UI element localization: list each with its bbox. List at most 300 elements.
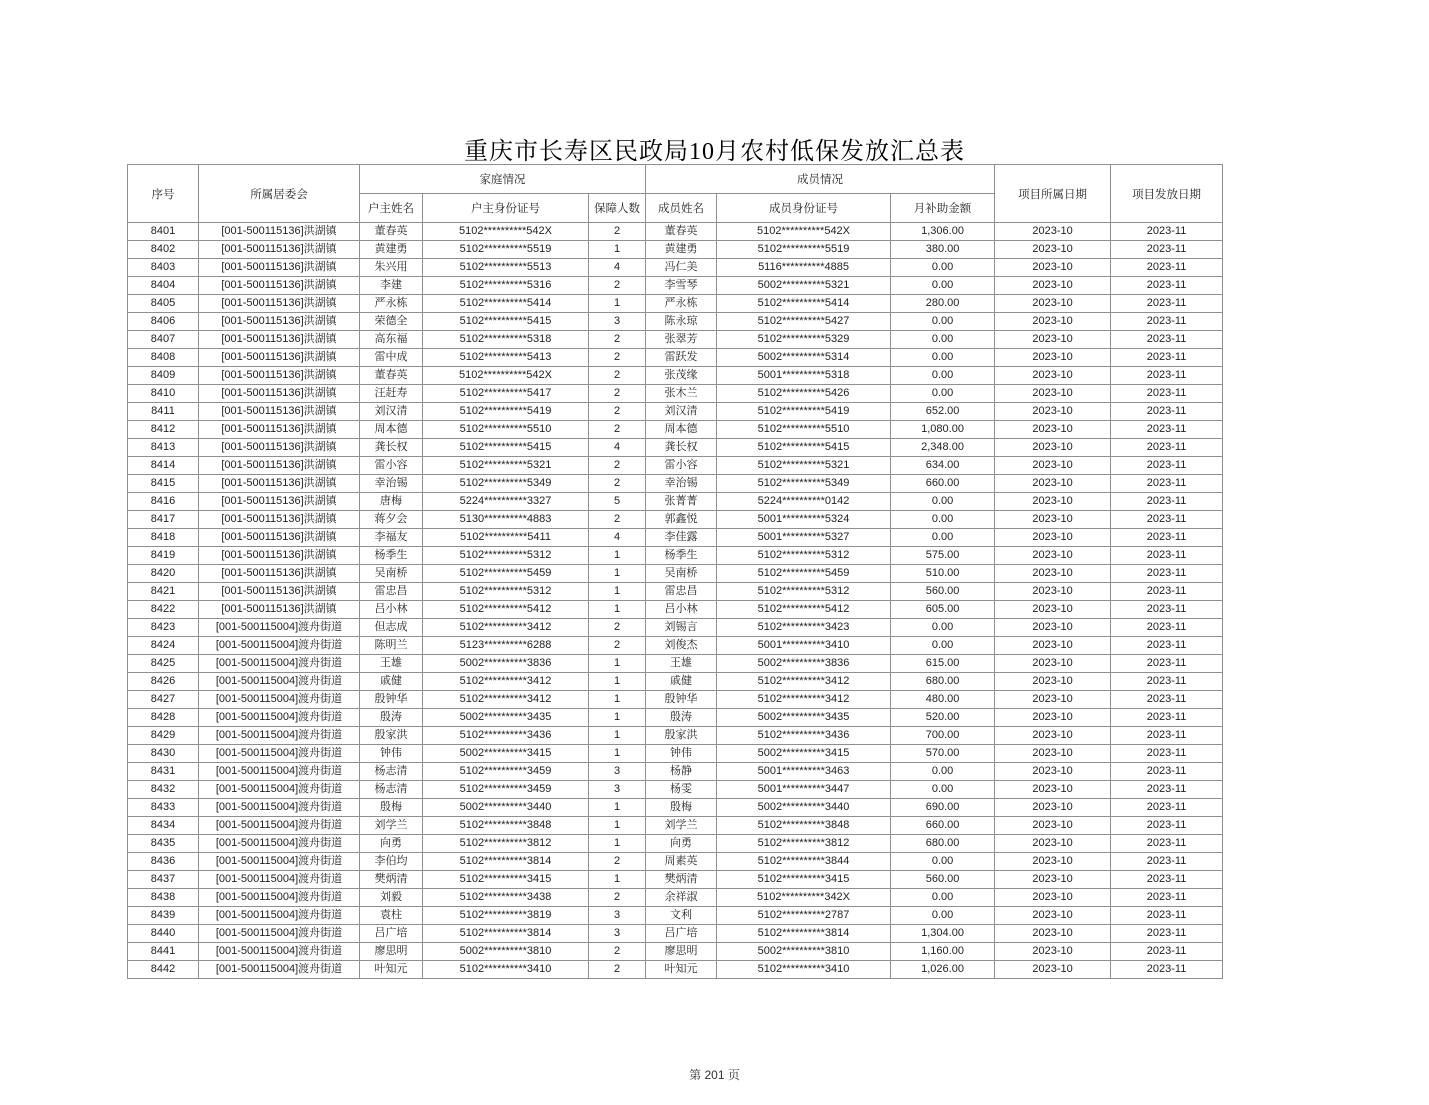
cell-member_name: 吴南桥 — [646, 565, 717, 583]
cell-member_id: 5002**********3440 — [717, 799, 891, 817]
cell-householder_name: 吕小林 — [360, 601, 423, 619]
cell-householder_name: 殷梅 — [360, 799, 423, 817]
cell-member_id: 5102**********5329 — [717, 331, 891, 349]
cell-householder_name: 蒋夕会 — [360, 511, 423, 529]
cell-project_month: 2023-10 — [995, 601, 1111, 619]
cell-project_month: 2023-10 — [995, 475, 1111, 493]
cell-member_name: 杨季生 — [646, 547, 717, 565]
cell-member_name: 余祥淑 — [646, 889, 717, 907]
cell-issue_month: 2023-11 — [1111, 619, 1223, 637]
cell-member_id: 5002**********3836 — [717, 655, 891, 673]
cell-member_name: 刘锡言 — [646, 619, 717, 637]
col-header-committee: 所属居委会 — [199, 165, 360, 223]
cell-monthly_subsidy: 0.00 — [891, 313, 995, 331]
cell-insured_count: 2 — [589, 403, 646, 421]
summary-table — [127, 164, 1223, 979]
cell-issue_month: 2023-11 — [1111, 817, 1223, 835]
cell-monthly_subsidy: 0.00 — [891, 907, 995, 925]
table-row — [128, 295, 1223, 313]
cell-issue_month: 2023-11 — [1111, 763, 1223, 781]
cell-householder_name: 叶知元 — [360, 961, 423, 979]
cell-committee: [001-500115136]洪湖镇 — [199, 313, 360, 331]
cell-insured_count: 1 — [589, 745, 646, 763]
cell-monthly_subsidy: 0.00 — [891, 331, 995, 349]
cell-member_name: 严永栋 — [646, 295, 717, 313]
table-row — [128, 691, 1223, 709]
cell-issue_month: 2023-11 — [1111, 853, 1223, 871]
cell-seq: 8437 — [128, 871, 199, 889]
cell-member_name: 雷小容 — [646, 457, 717, 475]
cell-issue_month: 2023-11 — [1111, 475, 1223, 493]
cell-committee: [001-500115004]渡舟街道 — [199, 871, 360, 889]
col-header-member-name: 成员姓名 — [646, 194, 717, 223]
table-row — [128, 223, 1223, 241]
cell-seq: 8429 — [128, 727, 199, 745]
cell-monthly_subsidy: 520.00 — [891, 709, 995, 727]
table-row — [128, 637, 1223, 655]
table-row — [128, 835, 1223, 853]
cell-seq: 8424 — [128, 637, 199, 655]
cell-member_id: 5102**********3410 — [717, 961, 891, 979]
cell-committee: [001-500115004]渡舟街道 — [199, 655, 360, 673]
col-header-insured-count: 保障人数 — [589, 194, 646, 223]
table-row — [128, 331, 1223, 349]
cell-insured_count: 1 — [589, 547, 646, 565]
table-row — [128, 763, 1223, 781]
cell-member_id: 5102**********342X — [717, 889, 891, 907]
cell-project_month: 2023-10 — [995, 385, 1111, 403]
cell-member_name: 张茂缘 — [646, 367, 717, 385]
cell-member_name: 张菁菁 — [646, 493, 717, 511]
table-row — [128, 367, 1223, 385]
cell-member_name: 廖思明 — [646, 943, 717, 961]
cell-householder_name: 殷钟华 — [360, 691, 423, 709]
cell-householder_name: 高东福 — [360, 331, 423, 349]
cell-member_name: 李雪琴 — [646, 277, 717, 295]
cell-insured_count: 2 — [589, 637, 646, 655]
table-row — [128, 259, 1223, 277]
cell-monthly_subsidy: 605.00 — [891, 601, 995, 619]
cell-issue_month: 2023-11 — [1111, 547, 1223, 565]
cell-project_month: 2023-10 — [995, 763, 1111, 781]
table-row — [128, 961, 1223, 979]
cell-member_id: 5001**********3410 — [717, 637, 891, 655]
cell-issue_month: 2023-11 — [1111, 331, 1223, 349]
cell-householder_id: 5102**********5513 — [423, 259, 589, 277]
cell-householder_name: 杨志清 — [360, 763, 423, 781]
cell-committee: [001-500115004]渡舟街道 — [199, 673, 360, 691]
cell-project_month: 2023-10 — [995, 835, 1111, 853]
cell-householder_id: 5102**********5312 — [423, 583, 589, 601]
table-row — [128, 421, 1223, 439]
cell-issue_month: 2023-11 — [1111, 349, 1223, 367]
cell-insured_count: 2 — [589, 475, 646, 493]
cell-insured_count: 3 — [589, 907, 646, 925]
cell-committee: [001-500115136]洪湖镇 — [199, 277, 360, 295]
cell-member_id: 5102**********2787 — [717, 907, 891, 925]
cell-project_month: 2023-10 — [995, 691, 1111, 709]
cell-insured_count: 2 — [589, 421, 646, 439]
cell-issue_month: 2023-11 — [1111, 529, 1223, 547]
cell-insured_count: 3 — [589, 313, 646, 331]
cell-householder_id: 5102**********5414 — [423, 295, 589, 313]
table-row — [128, 799, 1223, 817]
table-row — [128, 529, 1223, 547]
cell-seq: 8416 — [128, 493, 199, 511]
cell-member_id: 5001**********3447 — [717, 781, 891, 799]
cell-seq: 8417 — [128, 511, 199, 529]
table-row — [128, 745, 1223, 763]
cell-member_id: 5002**********5314 — [717, 349, 891, 367]
cell-insured_count: 4 — [589, 259, 646, 277]
cell-householder_id: 5102**********5417 — [423, 385, 589, 403]
table-row — [128, 601, 1223, 619]
cell-insured_count: 1 — [589, 241, 646, 259]
cell-monthly_subsidy: 0.00 — [891, 493, 995, 511]
cell-issue_month: 2023-11 — [1111, 637, 1223, 655]
cell-committee: [001-500115136]洪湖镇 — [199, 259, 360, 277]
cell-project_month: 2023-10 — [995, 961, 1111, 979]
cell-insured_count: 1 — [589, 709, 646, 727]
cell-committee: [001-500115136]洪湖镇 — [199, 367, 360, 385]
cell-householder_name: 戚健 — [360, 673, 423, 691]
table-row — [128, 655, 1223, 673]
cell-seq: 8425 — [128, 655, 199, 673]
cell-member_name: 郭鑫悦 — [646, 511, 717, 529]
cell-member_name: 周素英 — [646, 853, 717, 871]
cell-householder_id: 5130**********4883 — [423, 511, 589, 529]
cell-committee: [001-500115004]渡舟街道 — [199, 799, 360, 817]
cell-member_name: 周本德 — [646, 421, 717, 439]
cell-seq: 8403 — [128, 259, 199, 277]
cell-project_month: 2023-10 — [995, 853, 1111, 871]
cell-member_id: 5002**********3435 — [717, 709, 891, 727]
cell-issue_month: 2023-11 — [1111, 835, 1223, 853]
cell-member_id: 5102**********5414 — [717, 295, 891, 313]
cell-member_name: 董春英 — [646, 223, 717, 241]
cell-project_month: 2023-10 — [995, 565, 1111, 583]
cell-householder_id: 5002**********3440 — [423, 799, 589, 817]
cell-monthly_subsidy: 680.00 — [891, 835, 995, 853]
cell-member_name: 雷忠昌 — [646, 583, 717, 601]
cell-member_id: 5001**********5324 — [717, 511, 891, 529]
cell-insured_count: 2 — [589, 619, 646, 637]
cell-issue_month: 2023-11 — [1111, 925, 1223, 943]
table-row — [128, 493, 1223, 511]
cell-member_id: 5102**********5312 — [717, 547, 891, 565]
cell-insured_count: 3 — [589, 925, 646, 943]
cell-project_month: 2023-10 — [995, 439, 1111, 457]
cell-committee: [001-500115004]渡舟街道 — [199, 727, 360, 745]
cell-member_id: 5001**********3463 — [717, 763, 891, 781]
cell-seq: 8428 — [128, 709, 199, 727]
cell-member_id: 5001**********5327 — [717, 529, 891, 547]
cell-committee: [001-500115004]渡舟街道 — [199, 691, 360, 709]
cell-householder_name: 李建 — [360, 277, 423, 295]
cell-issue_month: 2023-11 — [1111, 421, 1223, 439]
cell-insured_count: 2 — [589, 943, 646, 961]
cell-insured_count: 1 — [589, 655, 646, 673]
cell-committee: [001-500115136]洪湖镇 — [199, 493, 360, 511]
cell-householder_id: 5102**********3412 — [423, 619, 589, 637]
cell-member_name: 樊炳清 — [646, 871, 717, 889]
cell-householder_name: 王雄 — [360, 655, 423, 673]
cell-monthly_subsidy: 690.00 — [891, 799, 995, 817]
cell-member_id: 5102**********3812 — [717, 835, 891, 853]
cell-householder_id: 5102**********3412 — [423, 691, 589, 709]
cell-insured_count: 3 — [589, 781, 646, 799]
cell-member_name: 殷梅 — [646, 799, 717, 817]
cell-committee: [001-500115004]渡舟街道 — [199, 907, 360, 925]
cell-committee: [001-500115004]渡舟街道 — [199, 961, 360, 979]
cell-project_month: 2023-10 — [995, 457, 1111, 475]
cell-monthly_subsidy: 480.00 — [891, 691, 995, 709]
cell-issue_month: 2023-11 — [1111, 385, 1223, 403]
cell-seq: 8434 — [128, 817, 199, 835]
table-row — [128, 853, 1223, 871]
cell-monthly_subsidy: 1,026.00 — [891, 961, 995, 979]
cell-member_id: 5102**********5415 — [717, 439, 891, 457]
cell-project_month: 2023-10 — [995, 889, 1111, 907]
cell-householder_id: 5102**********3812 — [423, 835, 589, 853]
cell-householder_id: 5102**********3814 — [423, 853, 589, 871]
cell-seq: 8427 — [128, 691, 199, 709]
cell-member_id: 5102**********3848 — [717, 817, 891, 835]
cell-householder_id: 5102**********5415 — [423, 313, 589, 331]
col-header-issue-month: 项目发放日期 — [1111, 165, 1223, 223]
cell-member_id: 5102**********5510 — [717, 421, 891, 439]
table-row — [128, 871, 1223, 889]
cell-issue_month: 2023-11 — [1111, 673, 1223, 691]
cell-committee: [001-500115136]洪湖镇 — [199, 511, 360, 529]
cell-member_id: 5102**********5519 — [717, 241, 891, 259]
cell-seq: 8401 — [128, 223, 199, 241]
cell-issue_month: 2023-11 — [1111, 889, 1223, 907]
cell-committee: [001-500115004]渡舟街道 — [199, 925, 360, 943]
table-row — [128, 727, 1223, 745]
cell-insured_count: 2 — [589, 511, 646, 529]
cell-member_name: 殷钟华 — [646, 691, 717, 709]
cell-insured_count: 5 — [589, 493, 646, 511]
cell-seq: 8435 — [128, 835, 199, 853]
cell-committee: [001-500115136]洪湖镇 — [199, 439, 360, 457]
cell-member_name: 殷涛 — [646, 709, 717, 727]
col-header-project-month: 项目所属日期 — [995, 165, 1111, 223]
cell-committee: [001-500115136]洪湖镇 — [199, 565, 360, 583]
cell-project_month: 2023-10 — [995, 331, 1111, 349]
cell-member_name: 殷家洪 — [646, 727, 717, 745]
cell-seq: 8410 — [128, 385, 199, 403]
cell-project_month: 2023-10 — [995, 241, 1111, 259]
cell-seq: 8438 — [128, 889, 199, 907]
cell-householder_id: 5002**********3415 — [423, 745, 589, 763]
cell-householder_name: 刘汉清 — [360, 403, 423, 421]
cell-householder_name: 吕广培 — [360, 925, 423, 943]
cell-monthly_subsidy: 1,160.00 — [891, 943, 995, 961]
cell-householder_name: 董春英 — [360, 223, 423, 241]
cell-issue_month: 2023-11 — [1111, 403, 1223, 421]
cell-householder_name: 李伯均 — [360, 853, 423, 871]
cell-seq: 8432 — [128, 781, 199, 799]
cell-issue_month: 2023-11 — [1111, 457, 1223, 475]
col-header-householder-id: 户主身份证号 — [423, 194, 589, 223]
cell-project_month: 2023-10 — [995, 223, 1111, 241]
cell-member_name: 向勇 — [646, 835, 717, 853]
cell-householder_name: 向勇 — [360, 835, 423, 853]
cell-householder_name: 杨季生 — [360, 547, 423, 565]
table-row — [128, 403, 1223, 421]
cell-issue_month: 2023-11 — [1111, 277, 1223, 295]
cell-householder_id: 5002**********3435 — [423, 709, 589, 727]
cell-householder_id: 5102**********5349 — [423, 475, 589, 493]
cell-monthly_subsidy: 2,348.00 — [891, 439, 995, 457]
cell-householder_name: 李福友 — [360, 529, 423, 547]
cell-householder_id: 5102**********5415 — [423, 439, 589, 457]
col-header-seq: 序号 — [128, 165, 199, 223]
table-row — [128, 943, 1223, 961]
cell-monthly_subsidy: 0.00 — [891, 259, 995, 277]
cell-member_id: 5102**********3412 — [717, 691, 891, 709]
cell-householder_name: 雷小容 — [360, 457, 423, 475]
cell-project_month: 2023-10 — [995, 745, 1111, 763]
cell-householder_name: 但志成 — [360, 619, 423, 637]
cell-committee: [001-500115004]渡舟街道 — [199, 763, 360, 781]
cell-insured_count: 1 — [589, 727, 646, 745]
cell-monthly_subsidy: 510.00 — [891, 565, 995, 583]
cell-householder_name: 汪赶寿 — [360, 385, 423, 403]
cell-householder_id: 5102**********5318 — [423, 331, 589, 349]
cell-householder_id: 5102**********3814 — [423, 925, 589, 943]
cell-seq: 8442 — [128, 961, 199, 979]
cell-project_month: 2023-10 — [995, 907, 1111, 925]
cell-member_name: 杨静 — [646, 763, 717, 781]
cell-householder_id: 5102**********542X — [423, 367, 589, 385]
cell-member_id: 5224**********0142 — [717, 493, 891, 511]
table-row — [128, 475, 1223, 493]
cell-committee: [001-500115136]洪湖镇 — [199, 583, 360, 601]
cell-monthly_subsidy: 0.00 — [891, 367, 995, 385]
cell-householder_id: 5102**********3412 — [423, 673, 589, 691]
cell-member_name: 冯仁美 — [646, 259, 717, 277]
cell-issue_month: 2023-11 — [1111, 871, 1223, 889]
cell-committee: [001-500115004]渡舟街道 — [199, 637, 360, 655]
cell-member_id: 5102**********3415 — [717, 871, 891, 889]
table-row — [128, 313, 1223, 331]
cell-project_month: 2023-10 — [995, 925, 1111, 943]
cell-householder_name: 唐梅 — [360, 493, 423, 511]
table-row — [128, 457, 1223, 475]
cell-committee: [001-500115136]洪湖镇 — [199, 421, 360, 439]
cell-member_id: 5102**********3814 — [717, 925, 891, 943]
cell-seq: 8430 — [128, 745, 199, 763]
cell-monthly_subsidy: 1,306.00 — [891, 223, 995, 241]
cell-issue_month: 2023-11 — [1111, 295, 1223, 313]
cell-insured_count: 2 — [589, 367, 646, 385]
cell-householder_id: 5102**********3819 — [423, 907, 589, 925]
cell-member_name: 钟伟 — [646, 745, 717, 763]
cell-committee: [001-500115004]渡舟街道 — [199, 817, 360, 835]
cell-project_month: 2023-10 — [995, 637, 1111, 655]
cell-committee: [001-500115136]洪湖镇 — [199, 475, 360, 493]
cell-committee: [001-500115004]渡舟街道 — [199, 709, 360, 727]
cell-project_month: 2023-10 — [995, 673, 1111, 691]
cell-householder_name: 龚长权 — [360, 439, 423, 457]
cell-seq: 8404 — [128, 277, 199, 295]
cell-householder_id: 5102**********3410 — [423, 961, 589, 979]
cell-monthly_subsidy: 0.00 — [891, 781, 995, 799]
cell-member_name: 陈永琼 — [646, 313, 717, 331]
cell-householder_id: 5102**********5312 — [423, 547, 589, 565]
table-row — [128, 511, 1223, 529]
cell-issue_month: 2023-11 — [1111, 691, 1223, 709]
cell-householder_id: 5102**********542X — [423, 223, 589, 241]
cell-project_month: 2023-10 — [995, 871, 1111, 889]
cell-member_name: 李佳露 — [646, 529, 717, 547]
cell-project_month: 2023-10 — [995, 619, 1111, 637]
cell-seq: 8406 — [128, 313, 199, 331]
cell-issue_month: 2023-11 — [1111, 745, 1223, 763]
table-row — [128, 439, 1223, 457]
cell-issue_month: 2023-11 — [1111, 439, 1223, 457]
cell-committee: [001-500115004]渡舟街道 — [199, 853, 360, 871]
cell-issue_month: 2023-11 — [1111, 727, 1223, 745]
cell-project_month: 2023-10 — [995, 403, 1111, 421]
cell-seq: 8431 — [128, 763, 199, 781]
cell-member_name: 刘学兰 — [646, 817, 717, 835]
cell-monthly_subsidy: 380.00 — [891, 241, 995, 259]
cell-member_id: 5102**********3412 — [717, 673, 891, 691]
cell-member_name: 张翠芳 — [646, 331, 717, 349]
cell-member_id: 5001**********5318 — [717, 367, 891, 385]
cell-project_month: 2023-10 — [995, 799, 1111, 817]
cell-project_month: 2023-10 — [995, 727, 1111, 745]
cell-project_month: 2023-10 — [995, 943, 1111, 961]
cell-householder_name: 荣德全 — [360, 313, 423, 331]
cell-householder_id: 5102**********3436 — [423, 727, 589, 745]
cell-insured_count: 2 — [589, 277, 646, 295]
cell-insured_count: 2 — [589, 349, 646, 367]
table-row — [128, 925, 1223, 943]
cell-monthly_subsidy: 1,080.00 — [891, 421, 995, 439]
cell-committee: [001-500115004]渡舟街道 — [199, 835, 360, 853]
col-header-householder-name: 户主姓名 — [360, 194, 423, 223]
cell-monthly_subsidy: 652.00 — [891, 403, 995, 421]
cell-householder_name: 雷中成 — [360, 349, 423, 367]
table-row — [128, 565, 1223, 583]
cell-householder_id: 5002**********3836 — [423, 655, 589, 673]
cell-issue_month: 2023-11 — [1111, 961, 1223, 979]
cell-issue_month: 2023-11 — [1111, 943, 1223, 961]
cell-issue_month: 2023-11 — [1111, 367, 1223, 385]
cell-issue_month: 2023-11 — [1111, 601, 1223, 619]
cell-householder_name: 陈明兰 — [360, 637, 423, 655]
cell-project_month: 2023-10 — [995, 511, 1111, 529]
cell-member_name: 叶知元 — [646, 961, 717, 979]
cell-project_month: 2023-10 — [995, 349, 1111, 367]
col-header-member-id: 成员身份证号 — [717, 194, 891, 223]
cell-seq: 8405 — [128, 295, 199, 313]
cell-committee: [001-500115136]洪湖镇 — [199, 331, 360, 349]
table-body — [128, 223, 1223, 979]
table-row — [128, 349, 1223, 367]
cell-seq: 8413 — [128, 439, 199, 457]
cell-insured_count: 2 — [589, 223, 646, 241]
cell-member_id: 5102**********5321 — [717, 457, 891, 475]
cell-insured_count: 2 — [589, 853, 646, 871]
cell-householder_id: 5102**********3438 — [423, 889, 589, 907]
cell-project_month: 2023-10 — [995, 277, 1111, 295]
cell-monthly_subsidy: 280.00 — [891, 295, 995, 313]
